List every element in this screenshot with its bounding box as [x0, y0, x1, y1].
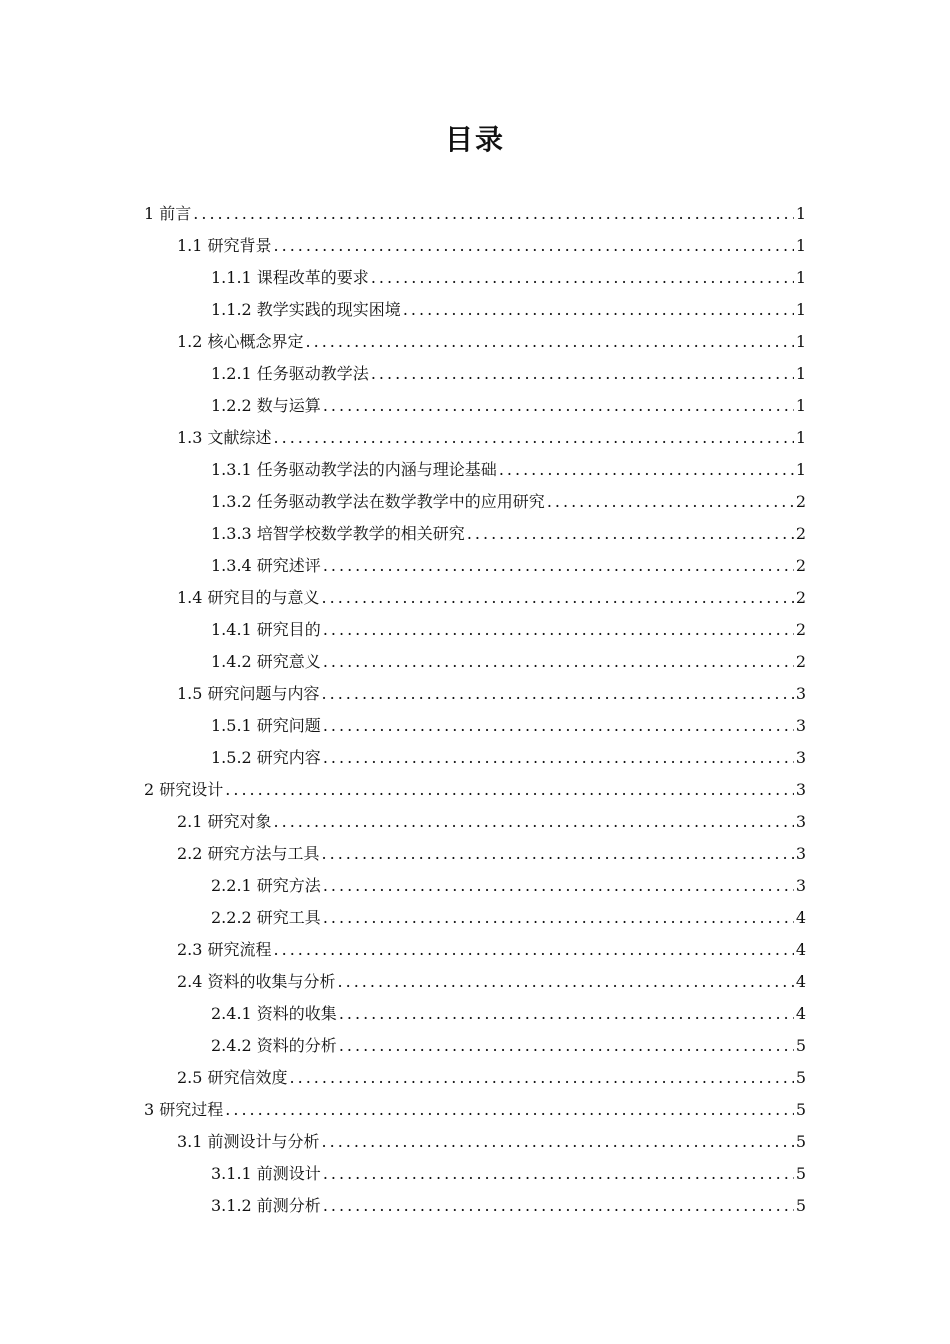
toc-entry-page-number: 2 — [795, 588, 806, 607]
toc-entry-page-number: 1 — [795, 428, 806, 447]
toc-entry-page-number: 2 — [795, 652, 806, 671]
toc-entry-label: 1.4.2 研究意义 — [211, 652, 321, 671]
toc-entry-page-number: 5 — [795, 1132, 806, 1151]
toc-dot-leader — [371, 262, 794, 294]
toc-dot-leader — [338, 966, 794, 998]
toc-entry-label: 2.3 研究流程 — [177, 940, 272, 959]
toc-entry-label: 2.2.2 研究工具 — [211, 908, 321, 927]
toc-entry-page-number: 1 — [795, 332, 806, 351]
toc-entry-label: 1.1.2 教学实践的现实困境 — [211, 300, 401, 319]
toc-dot-leader — [339, 1030, 794, 1062]
toc-dot-leader — [323, 614, 794, 646]
toc-entry-label: 1 前言 — [144, 204, 192, 223]
toc-entry-page-number: 2 — [795, 492, 806, 511]
toc-entry-label: 1.3.3 培智学校数学教学的相关研究 — [211, 524, 465, 543]
toc-entry[interactable] — [0, 806, 950, 838]
toc-dot-leader — [323, 902, 794, 934]
toc-entry[interactable] — [0, 1190, 950, 1222]
toc-entry[interactable] — [0, 614, 950, 646]
toc-entry[interactable] — [0, 198, 950, 230]
toc-entry-page-number: 4 — [795, 940, 806, 959]
toc-entry[interactable] — [0, 1030, 950, 1062]
toc-dot-leader — [193, 198, 794, 230]
toc-entry-page-number: 3 — [795, 844, 806, 863]
toc-entry-page-number: 1 — [795, 396, 806, 415]
toc-entry-page-number: 1 — [795, 236, 806, 255]
toc-entry-page-number: 5 — [795, 1100, 806, 1119]
toc-entry-label: 2.2.1 研究方法 — [211, 876, 321, 895]
toc-entry-label: 1.1 研究背景 — [177, 236, 272, 255]
table-of-contents — [0, 198, 950, 1222]
toc-dot-leader — [323, 550, 794, 582]
toc-entry-label: 1.2.1 任务驱动教学法 — [211, 364, 369, 383]
toc-entry-page-number: 3 — [795, 716, 806, 735]
toc-entry[interactable] — [0, 358, 950, 390]
toc-dot-leader — [323, 1158, 794, 1190]
toc-entry-page-number: 1 — [795, 364, 806, 383]
toc-dot-leader — [225, 774, 794, 806]
toc-dot-leader — [322, 838, 794, 870]
toc-entry-label: 2.4.2 资料的分析 — [211, 1036, 337, 1055]
toc-entry-label: 2.4.1 资料的收集 — [211, 1004, 337, 1023]
toc-entry[interactable] — [0, 966, 950, 998]
toc-dot-leader — [547, 486, 794, 518]
toc-dot-leader — [323, 742, 794, 774]
toc-entry-page-number: 1 — [795, 300, 806, 319]
toc-entry-page-number: 3 — [795, 812, 806, 831]
toc-entry-label: 3.1 前测设计与分析 — [177, 1132, 320, 1151]
toc-entry[interactable] — [0, 1158, 950, 1190]
toc-entry-label: 1.2.2 数与运算 — [211, 396, 321, 415]
toc-entry[interactable] — [0, 518, 950, 550]
toc-entry-label: 2.4 资料的收集与分析 — [177, 972, 336, 991]
page-title: 目录 — [444, 123, 505, 156]
toc-entry-page-number: 5 — [795, 1036, 806, 1055]
toc-dot-leader — [225, 1094, 794, 1126]
toc-dot-leader — [322, 1126, 794, 1158]
toc-entry-page-number: 3 — [795, 748, 806, 767]
toc-entry[interactable] — [0, 934, 950, 966]
toc-entry[interactable] — [0, 1126, 950, 1158]
toc-entry-label: 2.1 研究对象 — [177, 812, 272, 831]
toc-entry-page-number: 5 — [795, 1196, 806, 1215]
toc-entry-label: 1.3.1 任务驱动教学法的内涵与理论基础 — [211, 460, 497, 479]
toc-entry-label: 2 研究设计 — [144, 780, 224, 799]
toc-entry[interactable] — [0, 710, 950, 742]
toc-entry-page-number: 2 — [795, 556, 806, 575]
toc-dot-leader — [323, 1190, 794, 1222]
toc-entry-label: 1.3 文献综述 — [177, 428, 272, 447]
toc-dot-leader — [339, 998, 794, 1030]
toc-dot-leader — [274, 934, 794, 966]
toc-entry-page-number: 3 — [795, 684, 806, 703]
toc-entry-page-number: 5 — [795, 1164, 806, 1183]
toc-dot-leader — [323, 870, 794, 902]
toc-dot-leader — [322, 678, 794, 710]
toc-entry[interactable] — [0, 550, 950, 582]
toc-entry[interactable] — [0, 486, 950, 518]
toc-entry[interactable] — [0, 582, 950, 614]
toc-entry-page-number: 1 — [795, 268, 806, 287]
toc-entry-label: 3 研究过程 — [144, 1100, 224, 1119]
toc-entry-label: 1.3.4 研究述评 — [211, 556, 321, 575]
toc-dot-leader — [371, 358, 794, 390]
toc-entry[interactable] — [0, 998, 950, 1030]
toc-entry-page-number: 4 — [795, 908, 806, 927]
toc-dot-leader — [499, 454, 794, 486]
toc-entry[interactable] — [0, 422, 950, 454]
toc-entry[interactable] — [0, 294, 950, 326]
toc-entry-page-number: 2 — [795, 524, 806, 543]
toc-dot-leader — [274, 422, 794, 454]
toc-entry-page-number: 1 — [795, 460, 806, 479]
toc-entry-label: 3.1.2 前测分析 — [211, 1196, 321, 1215]
toc-entry-page-number: 4 — [795, 972, 806, 991]
toc-dot-leader — [467, 518, 794, 550]
toc-entry-page-number: 3 — [795, 876, 806, 895]
toc-entry-label: 2.5 研究信效度 — [177, 1068, 288, 1087]
toc-entry-page-number: 1 — [795, 204, 806, 223]
toc-dot-leader — [323, 390, 794, 422]
toc-dot-leader — [323, 710, 794, 742]
toc-entry-page-number: 2 — [795, 620, 806, 639]
toc-entry[interactable] — [0, 390, 950, 422]
toc-entry-label: 1.2 核心概念界定 — [177, 332, 304, 351]
toc-entry-page-number: 4 — [795, 1004, 806, 1023]
toc-entry-page-number: 5 — [795, 1068, 806, 1087]
toc-dot-leader — [306, 326, 794, 358]
toc-dot-leader — [322, 582, 794, 614]
toc-entry[interactable] — [0, 454, 950, 486]
toc-entry-label: 3.1.1 前测设计 — [211, 1164, 321, 1183]
toc-entry[interactable] — [0, 262, 950, 294]
toc-entry[interactable] — [0, 1062, 950, 1094]
toc-entry[interactable] — [0, 774, 950, 806]
toc-entry[interactable] — [0, 326, 950, 358]
toc-entry-label: 2.2 研究方法与工具 — [177, 844, 320, 863]
toc-entry[interactable] — [0, 902, 950, 934]
toc-entry-label: 1.4 研究目的与意义 — [177, 588, 320, 607]
toc-entry-page-number: 3 — [795, 780, 806, 799]
toc-dot-leader — [403, 294, 794, 326]
toc-dot-leader — [290, 1062, 794, 1094]
toc-entry-label: 1.1.1 课程改革的要求 — [211, 268, 369, 287]
toc-entry-label: 1.5.2 研究内容 — [211, 748, 321, 767]
toc-entry[interactable] — [0, 742, 950, 774]
toc-dot-leader — [274, 806, 794, 838]
toc-entry[interactable] — [0, 870, 950, 902]
toc-entry-label: 1.3.2 任务驱动教学法在数学教学中的应用研究 — [211, 492, 545, 511]
toc-entry[interactable] — [0, 838, 950, 870]
toc-entry[interactable] — [0, 1094, 950, 1126]
toc-dot-leader — [323, 646, 794, 678]
toc-entry-label: 1.4.1 研究目的 — [211, 620, 321, 639]
toc-entry-label: 1.5 研究问题与内容 — [177, 684, 320, 703]
toc-dot-leader — [274, 230, 794, 262]
toc-entry[interactable] — [0, 678, 950, 710]
toc-entry[interactable] — [0, 646, 950, 678]
toc-entry[interactable] — [0, 230, 950, 262]
toc-entry-label: 1.5.1 研究问题 — [211, 716, 321, 735]
